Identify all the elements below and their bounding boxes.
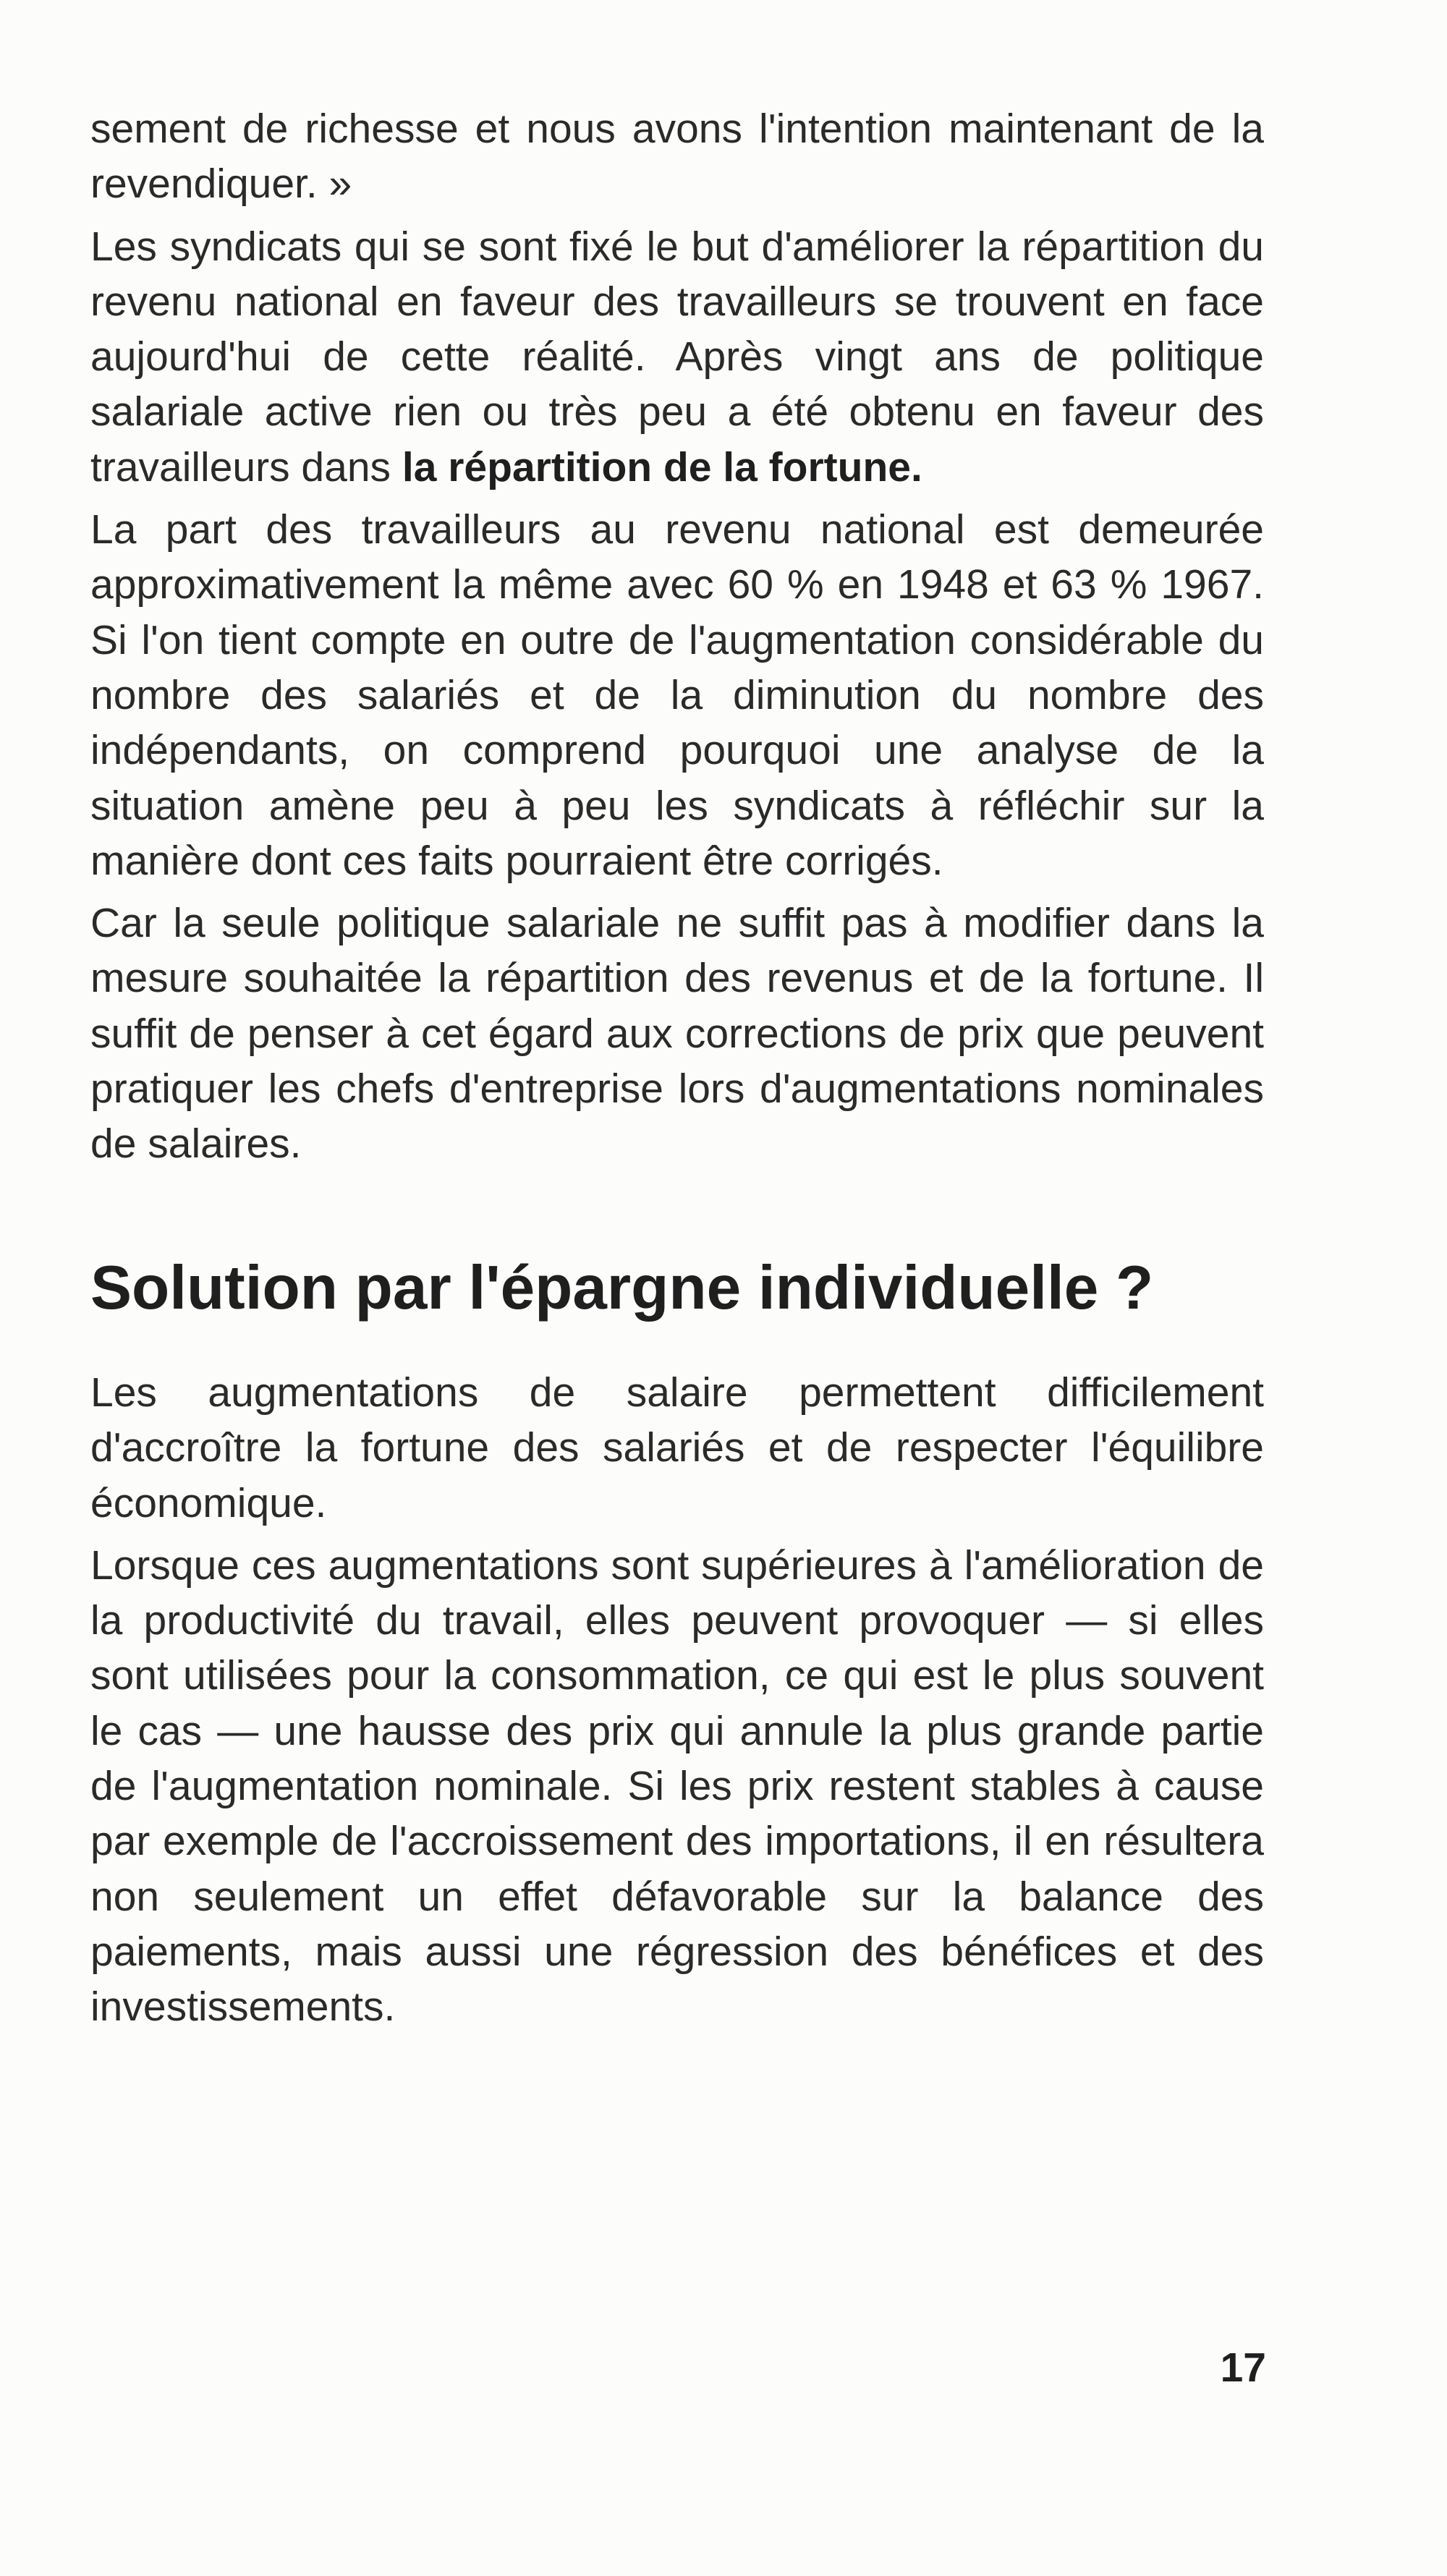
paragraph-text: sement de richesse et nous avons l'intention maintenant de la revendiquer. » [90,106,1264,208]
paragraph-syndicats [90,219,1264,495]
paragraph-augmentations [90,1365,1264,1531]
paragraph-text: Car la seule politique salariale ne suffit pas à modifier dans la mesure souhaitée la répartition des revenus et de la fortune. Il suffit de penser à cet égard aux corrections de prix que peuvent pratiquer les chefs d'entreprise lors d'augmentations nominales de salaires. [90,900,1264,1168]
paragraph-bold-phrase: la répartition de la fortune. [402,443,922,490]
paragraph-politique-salariale [90,896,1264,1171]
paragraph-text: Lorsque ces augmentations sont supérieures à l'amélioration de la productivité du travail, elles peuvent provoquer — si elles sont utilisées pour la consommation, ce qui est le plus souvent le cas — une hausse des prix qui annule la plus grande partie de l'augmentation nominale. Si les prix restent stables à cause par exemple de l'accroissement des importations, il en résultera non seulement un effet défavorable sur la balance des paiements, mais aussi une régression des bénéfices et des investissements. [90,1542,1264,2031]
paragraph-continuation [90,101,1264,212]
paragraph-text: Les augmentations de salaire permettent difficilement d'accroître la fortune des salariés et de respecter l'équilibre économique. [90,1369,1264,1526]
paragraph-part-travailleurs [90,502,1264,888]
paragraph-text: La part des travailleurs au revenu national est demeurée approximativement la même avec 60 % en 1948 et 63 % 1967. Si l'on tient compte en outre de l'augmentation considérable du nombre des salariés et de la diminution du nombre des indépendants, on comprend pourquoi une analyse de la situation amène peu à peu les syndicats à réfléchir sur la manière dont ces faits pourraient être corrigés. [90,506,1264,884]
section-heading: Solution par l'épargne individuelle ? [90,1253,1154,1322]
paragraph-text: Les syndicats qui se sont fixé le but d'améliorer la répartition du revenu national en faveur des travailleurs se trouvent en face aujourd'hui de cette réalité. Après vingt ans de politique salariale active rien ou très peu a été obtenu en faveur des travailleurs dans [90,223,1264,490]
text-column [90,101,1264,2042]
paragraph-productivite [90,1538,1264,2035]
page-number: 17 [1220,2345,1266,2391]
